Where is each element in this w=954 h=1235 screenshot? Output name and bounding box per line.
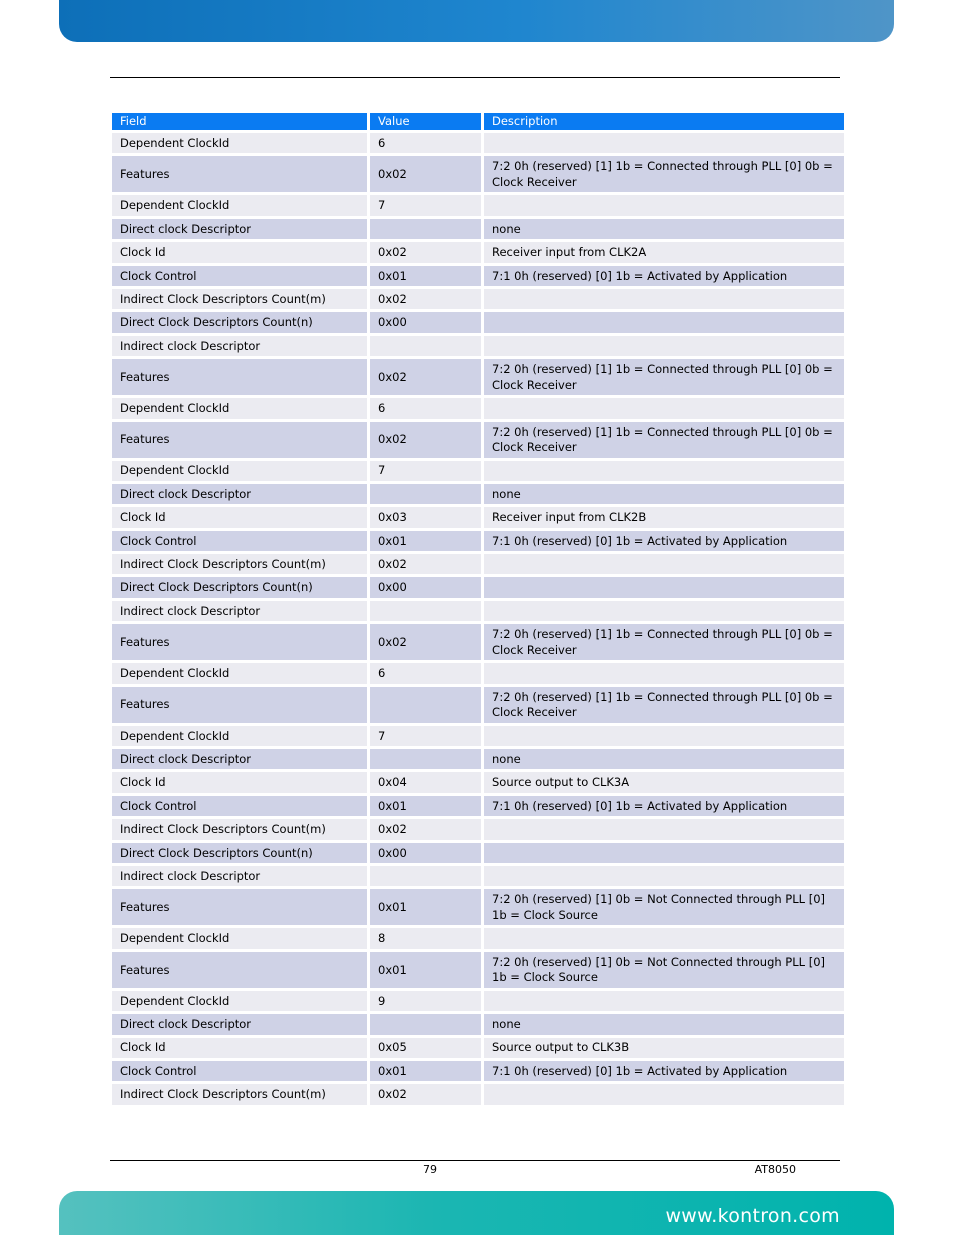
cell-value: 0x02	[370, 359, 484, 398]
cell-field: Dependent ClockId	[112, 133, 370, 156]
cell-field: Direct clock Descriptor	[112, 1014, 370, 1037]
table-row	[112, 531, 844, 554]
table-row	[112, 461, 844, 484]
cell-value: 0x05	[370, 1038, 484, 1061]
cell-field: Dependent ClockId	[112, 663, 370, 686]
cell-value	[370, 749, 484, 772]
cell-field: Clock Control	[112, 796, 370, 819]
cell-description: none	[484, 484, 844, 507]
cell-value: 7	[370, 461, 484, 484]
cell-value: 0x01	[370, 889, 484, 928]
cell-description: Source output to CLK3B	[484, 1038, 844, 1061]
cell-field: Clock Control	[112, 1061, 370, 1084]
cell-field: Indirect clock Descriptor	[112, 601, 370, 624]
table-row	[112, 133, 844, 156]
cell-value: 7	[370, 195, 484, 218]
cell-field: Clock Id	[112, 1038, 370, 1061]
cell-value: 0x00	[370, 843, 484, 866]
cell-field: Direct clock Descriptor	[112, 484, 370, 507]
cell-description	[484, 554, 844, 577]
cell-value: 0x01	[370, 796, 484, 819]
header-rule	[110, 77, 840, 78]
cell-description: 7:2 0h (reserved) [1] 0b = Not Connected through PLL [0] 1b = Clock Source	[484, 889, 844, 928]
cell-value	[370, 601, 484, 624]
cell-value	[370, 1014, 484, 1037]
cell-value: 6	[370, 398, 484, 421]
cell-value: 0x02	[370, 624, 484, 663]
cell-value: 0x02	[370, 554, 484, 577]
cell-description	[484, 663, 844, 686]
cell-field: Features	[112, 687, 370, 726]
top-banner	[59, 0, 894, 42]
table-row	[112, 289, 844, 312]
cell-field: Dependent ClockId	[112, 928, 370, 951]
table-row	[112, 749, 844, 772]
cell-value: 8	[370, 928, 484, 951]
table-row	[112, 687, 844, 726]
table-header	[112, 113, 844, 133]
cell-value	[370, 687, 484, 726]
cell-field: Indirect Clock Descriptors Count(m)	[112, 554, 370, 577]
table-body	[112, 133, 844, 1108]
table-row	[112, 484, 844, 507]
cell-value: 0x00	[370, 312, 484, 335]
cell-description: 7:2 0h (reserved) [1] 1b = Connected through PLL [0] 0b = Clock Receiver	[484, 624, 844, 663]
column-header-value: Value	[370, 113, 484, 133]
cell-description	[484, 289, 844, 312]
table-row	[112, 819, 844, 842]
cell-description	[484, 336, 844, 359]
table-row	[112, 1014, 844, 1037]
cell-field: Clock Id	[112, 772, 370, 795]
table-row	[112, 726, 844, 749]
column-header-field: Field	[112, 113, 370, 133]
cell-field: Direct clock Descriptor	[112, 749, 370, 772]
cell-field: Dependent ClockId	[112, 726, 370, 749]
cell-description: Receiver input from CLK2B	[484, 507, 844, 530]
table-row	[112, 1061, 844, 1084]
cell-value: 0x03	[370, 507, 484, 530]
table-row	[112, 359, 844, 398]
table-row	[112, 156, 844, 195]
cell-field: Dependent ClockId	[112, 461, 370, 484]
cell-description	[484, 461, 844, 484]
table-row	[112, 577, 844, 600]
cell-field: Indirect clock Descriptor	[112, 866, 370, 889]
cell-value: 0x02	[370, 242, 484, 265]
website-link[interactable]: www.kontron.com	[665, 1205, 840, 1227]
table-row	[112, 796, 844, 819]
table-row	[112, 1084, 844, 1107]
cell-field: Clock Id	[112, 507, 370, 530]
cell-field: Features	[112, 624, 370, 663]
cell-value: 7	[370, 726, 484, 749]
cell-value: 9	[370, 991, 484, 1014]
cell-field: Indirect Clock Descriptors Count(m)	[112, 289, 370, 312]
cell-value: 0x04	[370, 772, 484, 795]
table-row	[112, 601, 844, 624]
cell-description: none	[484, 219, 844, 242]
cell-value: 0x01	[370, 1061, 484, 1084]
table-header-row	[112, 113, 844, 133]
cell-field: Dependent ClockId	[112, 195, 370, 218]
cell-value	[370, 219, 484, 242]
cell-description	[484, 195, 844, 218]
table-row	[112, 312, 844, 335]
clock-descriptor-table	[112, 113, 844, 1108]
cell-description	[484, 398, 844, 421]
table-row	[112, 195, 844, 218]
cell-field: Direct clock Descriptor	[112, 219, 370, 242]
cell-description	[484, 312, 844, 335]
table-row	[112, 624, 844, 663]
cell-field: Direct Clock Descriptors Count(n)	[112, 577, 370, 600]
table-row	[112, 266, 844, 289]
table-row	[112, 928, 844, 951]
table-row	[112, 663, 844, 686]
cell-value: 0x01	[370, 952, 484, 991]
cell-description	[484, 928, 844, 951]
cell-description	[484, 866, 844, 889]
cell-description	[484, 819, 844, 842]
table-row	[112, 242, 844, 265]
cell-description	[484, 726, 844, 749]
table-row	[112, 507, 844, 530]
column-header-description: Description	[484, 113, 844, 133]
cell-value: 0x00	[370, 577, 484, 600]
cell-field: Dependent ClockId	[112, 991, 370, 1014]
cell-field: Features	[112, 422, 370, 461]
cell-field: Direct Clock Descriptors Count(n)	[112, 312, 370, 335]
cell-field: Features	[112, 156, 370, 195]
cell-value: 0x02	[370, 422, 484, 461]
cell-field: Indirect Clock Descriptors Count(m)	[112, 819, 370, 842]
footer-rule	[110, 1160, 840, 1161]
cell-description	[484, 991, 844, 1014]
cell-description: none	[484, 1014, 844, 1037]
cell-description: 7:2 0h (reserved) [1] 1b = Connected through PLL [0] 0b = Clock Receiver	[484, 422, 844, 461]
cell-description	[484, 1084, 844, 1107]
table-row	[112, 219, 844, 242]
cell-description	[484, 843, 844, 866]
cell-value	[370, 336, 484, 359]
table-row	[112, 772, 844, 795]
bottom-banner	[59, 1191, 894, 1235]
cell-description	[484, 577, 844, 600]
table-row	[112, 1038, 844, 1061]
cell-value: 6	[370, 133, 484, 156]
cell-value: 0x02	[370, 156, 484, 195]
cell-field: Indirect clock Descriptor	[112, 336, 370, 359]
cell-description: none	[484, 749, 844, 772]
cell-description	[484, 601, 844, 624]
page-number: 79	[423, 1163, 437, 1176]
cell-description: 7:2 0h (reserved) [1] 1b = Connected through PLL [0] 0b = Clock Receiver	[484, 156, 844, 195]
cell-value: 0x02	[370, 819, 484, 842]
cell-field: Dependent ClockId	[112, 398, 370, 421]
table-row	[112, 991, 844, 1014]
cell-value: 0x01	[370, 266, 484, 289]
table-row	[112, 336, 844, 359]
cell-field: Features	[112, 889, 370, 928]
cell-field: Clock Control	[112, 531, 370, 554]
cell-description: Receiver input from CLK2A	[484, 242, 844, 265]
table-row	[112, 866, 844, 889]
cell-value: 0x02	[370, 1084, 484, 1107]
cell-description: 7:1 0h (reserved) [0] 1b = Activated by Application	[484, 266, 844, 289]
cell-field: Features	[112, 952, 370, 991]
cell-description: Source output to CLK3A	[484, 772, 844, 795]
cell-description: 7:2 0h (reserved) [1] 1b = Connected through PLL [0] 0b = Clock Receiver	[484, 687, 844, 726]
cell-value	[370, 866, 484, 889]
cell-field: Direct Clock Descriptors Count(n)	[112, 843, 370, 866]
cell-value: 0x02	[370, 289, 484, 312]
cell-description: 7:1 0h (reserved) [0] 1b = Activated by Application	[484, 1061, 844, 1084]
cell-description: 7:1 0h (reserved) [0] 1b = Activated by Application	[484, 531, 844, 554]
cell-value: 0x01	[370, 531, 484, 554]
cell-field: Clock Id	[112, 242, 370, 265]
cell-field: Indirect Clock Descriptors Count(m)	[112, 1084, 370, 1107]
document-id: AT8050	[754, 1163, 796, 1176]
table-row	[112, 554, 844, 577]
table-row	[112, 843, 844, 866]
cell-description: 7:2 0h (reserved) [1] 1b = Connected through PLL [0] 0b = Clock Receiver	[484, 359, 844, 398]
table-row	[112, 422, 844, 461]
cell-field: Clock Control	[112, 266, 370, 289]
cell-description: 7:2 0h (reserved) [1] 0b = Not Connected through PLL [0] 1b = Clock Source	[484, 952, 844, 991]
table-row	[112, 952, 844, 991]
cell-value	[370, 484, 484, 507]
cell-value: 6	[370, 663, 484, 686]
table-row	[112, 889, 844, 928]
cell-description	[484, 133, 844, 156]
cell-description: 7:1 0h (reserved) [0] 1b = Activated by Application	[484, 796, 844, 819]
cell-field: Features	[112, 359, 370, 398]
table-row	[112, 398, 844, 421]
